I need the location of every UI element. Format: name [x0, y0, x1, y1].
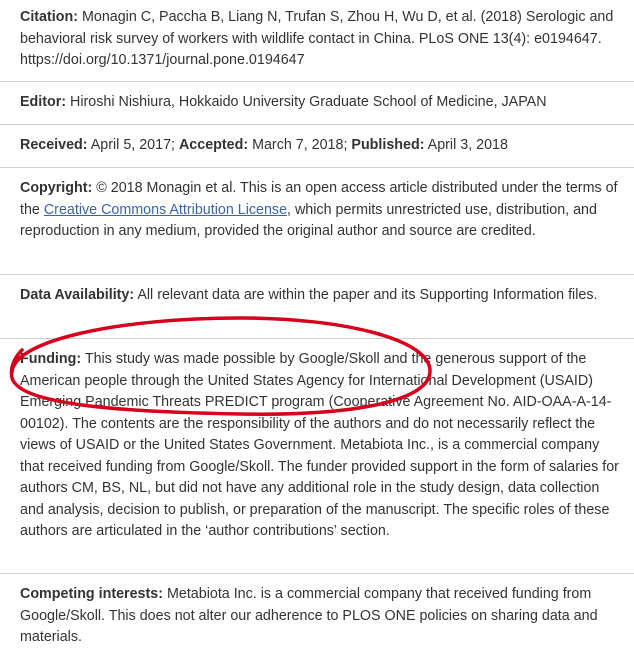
competing-interests-section: [0, 584, 634, 649]
competing-interests-label: Competing interests:: [20, 586, 163, 602]
competing-interests-paragraph: [20, 584, 624, 649]
citation-label: Citation:: [20, 9, 78, 25]
editor-paragraph: [20, 92, 624, 114]
editor-label: Editor:: [20, 94, 67, 110]
divider: [0, 81, 634, 82]
copyright-text-after: , which permits unrestricted use, distribution, and reproduction in any medium, provided the original author and source are credited.: [20, 201, 597, 239]
dates-paragraph: [20, 135, 624, 157]
dates-section: [0, 135, 634, 157]
copyright-label: Copyright:: [20, 180, 93, 196]
copyright-text-before: © 2018 Monagin et al. This is an open access article distributed under the terms of the: [20, 180, 618, 218]
copyright-section: [0, 178, 634, 243]
editor-text: Hiroshi Nishiura, Hokkaido University Graduate School of Medicine, JAPAN: [66, 94, 547, 110]
data-availability-text: All relevant data are within the paper and its Supporting Information files.: [134, 287, 598, 303]
divider: [0, 573, 634, 574]
citation-section: [0, 7, 634, 72]
data-availability-paragraph: [20, 285, 624, 307]
funding-label: Funding:: [20, 351, 82, 367]
citation-paragraph: [20, 7, 624, 72]
divider: [0, 167, 634, 168]
accepted-date: March 7, 2018;: [248, 137, 352, 153]
citation-text: Monagin C, Paccha B, Liang N, Trufan S, Zhou H, Wu D, et al. (2018) Serologic and behavioral risk survey of workers with wildlife contact in China. PLoS ONE 13(4): e0194647. https://doi.org/10.1371/journal.pone.0194647: [20, 9, 614, 68]
funding-paragraph: [20, 349, 624, 543]
creative-commons-license-link[interactable]: Creative Commons Attribution License: [43, 201, 288, 218]
funding-section: [0, 349, 634, 543]
data-availability-label: Data Availability:: [20, 287, 135, 303]
received-label: Received:: [20, 137, 88, 153]
editor-section: [0, 92, 634, 114]
published-label: Published:: [351, 137, 425, 153]
published-date: April 3, 2018: [424, 137, 508, 153]
accepted-label: Accepted:: [178, 137, 249, 153]
copyright-paragraph: [20, 178, 624, 243]
received-date: April 5, 2017;: [87, 137, 179, 153]
competing-interests-text: Metabiota Inc. is a commercial company that received funding from Google/Skoll. This does not alter our adherence to PLOS ONE policies on sharing data and materials.: [20, 586, 598, 645]
data-availability-section: [0, 285, 634, 307]
divider: [0, 274, 634, 275]
divider: [0, 338, 634, 339]
funding-text: This study was made possible by Google/Skoll and the generous support of the American people through the United States Agency for International Development (USAID) Emerging Pandemic Threats PREDICT program (Cooperative Agreement No. AID-OAA-A-14-00102). The contents are the responsibility of the authors and do not necessarily reflect the views of USAID or the United States Government. Metabiota Inc., is a commercial company that received funding from Google/Skoll. The funder provided support in the form of salaries for authors CM, BS, NL, but did not have any additional role in the study design, data collection and analysis, decision to publish, or preparation of the manuscript. The specific roles of these authors are articulated in the ‘author contributions’ section.: [20, 351, 619, 539]
divider: [0, 124, 634, 125]
